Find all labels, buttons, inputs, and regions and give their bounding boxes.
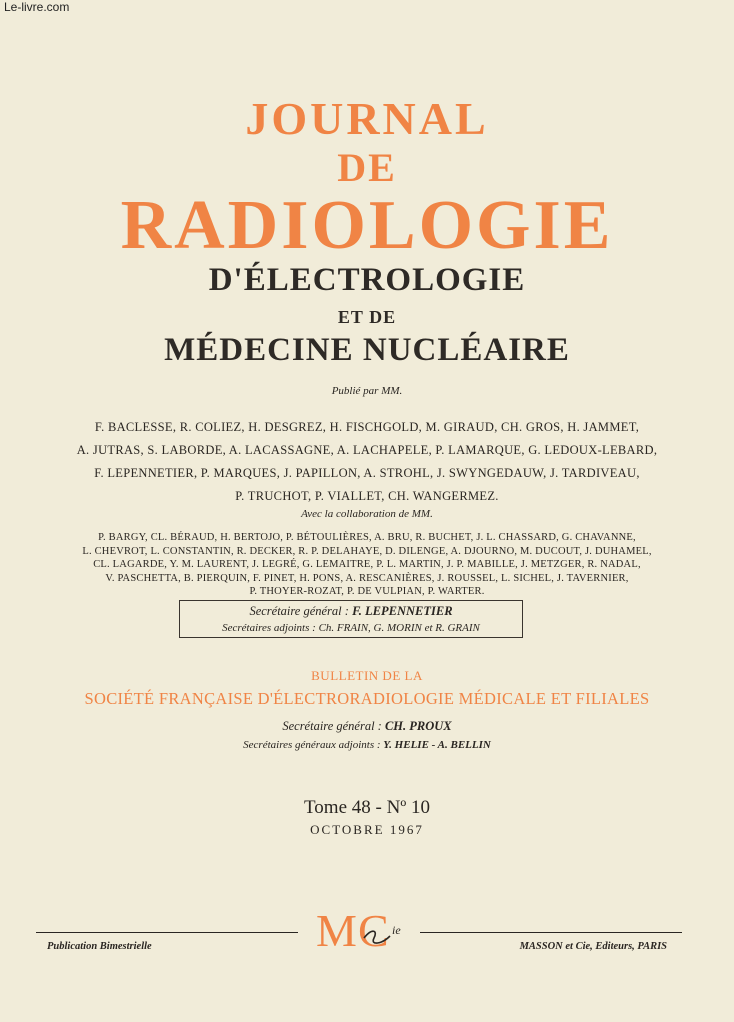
- svg-text:ie: ie: [392, 923, 401, 937]
- svg-text:C: C: [358, 905, 389, 956]
- title-electrologie: D'ÉLECTROLOGIE: [208, 262, 526, 298]
- footer-rule-left: [36, 932, 298, 933]
- collaborators-line: L. CHEVROT, L. CONSTANTIN, R. DECKER, R. P. DELAHAYE, D. DILENGE, A. DJOURNO, M. DUCOUT, J. DUHAMEL,: [82, 545, 652, 557]
- publishers-intro: Publié par MM.: [331, 385, 403, 397]
- title-radiologie: RADIOLOGIE: [120, 187, 614, 264]
- secretaries-adjoints-line: [180, 622, 522, 634]
- secretaries-adjoints-names: Ch. FRAIN, G. MORIN et R. GRAIN: [318, 622, 480, 634]
- footer-publication: Publication Bimestrielle: [47, 941, 152, 952]
- title-journal: JOURNAL: [245, 93, 489, 144]
- footer-rule-right: [420, 932, 682, 933]
- bulletin-secretary-label: Secrétaire général :: [282, 719, 382, 733]
- footer-publisher: MASSON et Cie, Editeurs, PARIS: [519, 941, 667, 952]
- publishers-line: F. LEPENNETIER, P. MARQUES, J. PAPILLON, A. STROHL, J. SWYNGEDAUW, J. TARDIVEAU,: [94, 466, 640, 480]
- bulletin-heading: BULLETIN DE LA: [311, 668, 423, 683]
- publishers-line: P. TRUCHOT, P. VIALLET, CH. WANGERMEZ.: [235, 489, 499, 503]
- bulletin-adjoints-names: Y. HELIE - A. BELLIN: [383, 739, 491, 751]
- publishers-line: F. BACLESSE, R. COLIEZ, H. DESGREZ, H. FISCHGOLD, M. GIRAUD, CH. GROS, H. JAMMET,: [94, 420, 640, 434]
- bulletin-adjoints-label: Secrétaires généraux adjoints :: [243, 739, 381, 751]
- watermark: Le-livre.com: [4, 0, 70, 14]
- issue-tome: Tome 48 - Nº 10: [304, 797, 430, 818]
- collaborators-line: P. THOYER-ROZAT, P. DE VULPIAN, P. WARTER.: [249, 586, 485, 597]
- secretary-general-name: F. LEPENNETIER: [352, 604, 453, 618]
- masson-logo-icon: [312, 898, 412, 958]
- publishers-list: [0, 416, 734, 508]
- bulletin-secretary-line: [0, 719, 734, 734]
- secretariat-box: [179, 600, 523, 638]
- svg-text:M: M: [316, 905, 357, 956]
- bulletin-adjoints-line: [0, 739, 734, 751]
- collaborators-line: P. BARGY, CL. BÉRAUD, H. BERTOJO, P. BÉTOULIÈRES, A. BRU, R. BUCHET, J. L. CHASSARD, G. CHAVANNE,: [98, 532, 636, 543]
- societe-name: SOCIÉTÉ FRANÇAISE D'ÉLECTRORADIOLOGIE MÉDICALE ET FILIALES: [84, 689, 650, 708]
- secretaries-adjoints-label: Secrétaires adjoints :: [222, 622, 316, 634]
- collaborators-intro: Avec la collaboration de MM.: [301, 508, 433, 520]
- title-et-de: ET DE: [337, 307, 397, 327]
- secretary-general-label: Secrétaire général :: [249, 604, 349, 618]
- collaborators-line: CL. LAGARDE, Y. M. LAURENT, J. LEGRÉ, G. LEMAITRE, P. L. MARTIN, J. P. MABILLE, J. METZGER, R. NADAL,: [93, 559, 641, 570]
- collaborators-line: V. PASCHETTA, B. PIERQUIN, F. PINET, H. PONS, A. RESCANIÈRES, J. ROUSSEL, L. SICHEL, J. TAVERNIER,: [105, 572, 629, 584]
- collaborators-list: [0, 531, 734, 599]
- title-de: DE: [337, 145, 397, 190]
- secretary-general-line: [180, 604, 522, 619]
- bulletin-secretary-name: CH. PROUX: [384, 719, 452, 733]
- issue-date: OCTOBRE 1967: [310, 822, 424, 837]
- title-medecine-nucleaire: MÉDECINE NUCLÉAIRE: [164, 332, 570, 368]
- publishers-line: A. JUTRAS, S. LABORDE, A. LACASSAGNE, A. LACHAPELE, P. LAMARQUE, G. LEDOUX-LEBARD,: [76, 443, 658, 457]
